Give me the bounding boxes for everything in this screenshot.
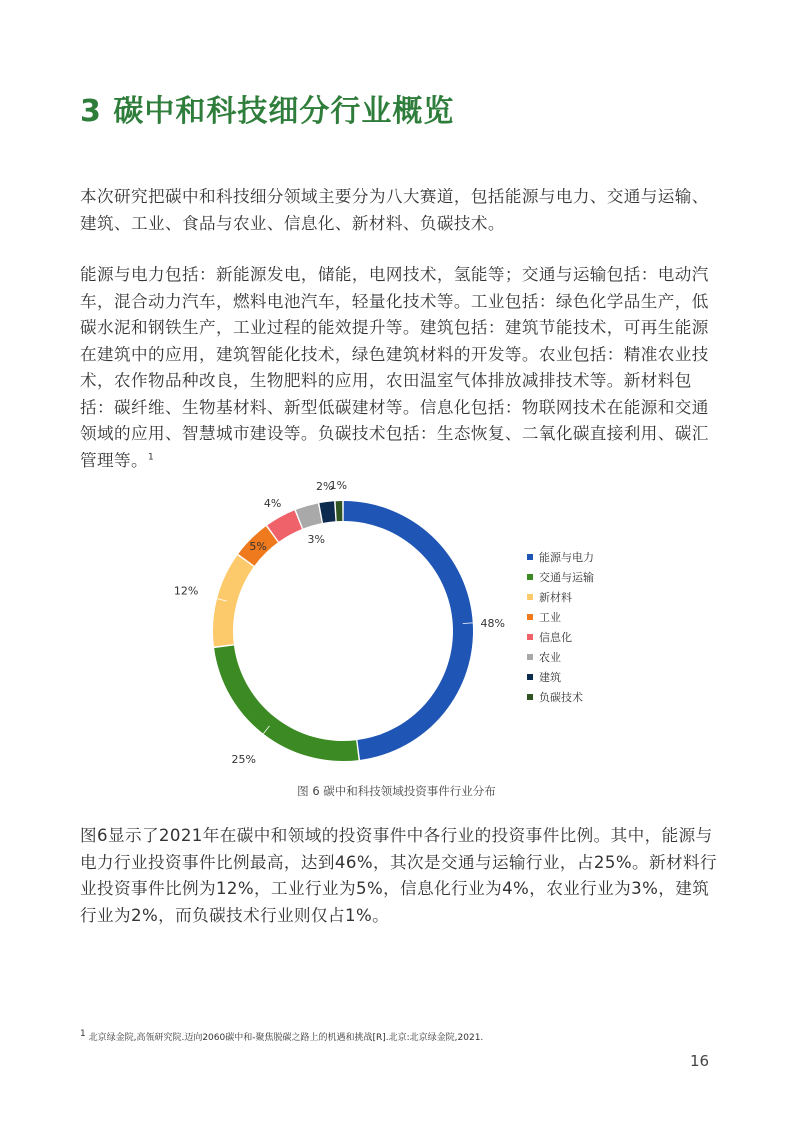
data-label-1: 48% <box>480 617 505 631</box>
slice-1 <box>344 501 473 760</box>
data-label-7: 2% <box>315 480 334 494</box>
footnote-reference[interactable]: 1 <box>147 451 155 462</box>
data-label-4: 5% <box>249 540 267 554</box>
data-label-8: 1% <box>329 479 348 493</box>
detail-paragraph-text: 能源与电力包括：新能源发电，储能，电网技术，氢能等；交通与运输包括：电动汽车，混合动力汽车，燃料电池汽车，轻量化技术等。工业包括：绿色化学品生产，低碳水泥和钢铁生产，工业过程的能效提升等。建筑包括：建筑节能技术，可再生能源在建筑中的应用，建筑智能化技术，绿色建筑材料的开发等。农业包括：精准农业技术，农作物品种改良，生物肥料的应用，农田温室气体排放减排技术等。新材料包括：碳纤维、生物基材料、新型低碳建材等。信息化包括：物联网技术在能源和交通领域的应用、智慧城市建设等。负碳技术包括：生态恢复、二氧化碳直接利用、碳汇管理等。 <box>80 265 709 470</box>
slice-8 <box>336 501 343 521</box>
legend-swatch-8 <box>527 694 533 700</box>
section-title: 3 碳中和科技细分行业概览 <box>80 94 455 129</box>
slice-2 <box>214 645 358 761</box>
page-number: 16 <box>690 1052 710 1070</box>
data-label-3: 12% <box>173 584 199 598</box>
legend-swatch-7 <box>527 674 533 680</box>
legend-label-2: 交通与运输 <box>539 571 594 584</box>
legend-label-4: 工业 <box>539 611 561 624</box>
legend-swatch-3 <box>527 594 533 600</box>
legend-swatch-2 <box>527 574 533 580</box>
legend-label-1: 能源与电力 <box>539 551 594 564</box>
figure-caption: 图 6 碳中和科技领域投资事件行业分布 <box>297 784 496 798</box>
footnote-text: 北京绿金院,高瓴研究院.迈向2060碳中和-聚焦脱碳之路上的机遇和挑战[R].北京:北京绿金院,2021. <box>88 1033 484 1043</box>
chart-legend <box>527 550 594 704</box>
data-label-6: 3% <box>307 532 325 546</box>
footnote <box>80 1030 720 1043</box>
data-label-5: 4% <box>263 497 282 511</box>
data-label-2: 25% <box>231 753 256 767</box>
slice-7 <box>319 501 335 523</box>
legend-label-6: 农业 <box>539 651 561 664</box>
legend-label-8: 负碳技术 <box>539 691 583 704</box>
legend-label-7: 建筑 <box>539 671 561 684</box>
detail-paragraph <box>80 262 720 474</box>
legend-swatch-5 <box>527 634 533 640</box>
legend-swatch-6 <box>527 654 533 660</box>
legend-swatch-1 <box>527 554 533 560</box>
legend-label-5: 信息化 <box>539 631 572 644</box>
footnote-number: 1 <box>80 1029 86 1039</box>
industry-distribution-donut-chart <box>173 479 610 778</box>
legend-label-3: 新材料 <box>539 591 572 604</box>
slice-3 <box>213 555 254 646</box>
intro-paragraph: 本次研究把碳中和科技细分领域主要分为八大赛道，包括能源与电力、交通与运输、建筑、工业、食品与农业、信息化、新材料、负碳技术。 <box>80 187 709 233</box>
analysis-paragraph: 图6显示了2021年在碳中和领域的投资事件中各行业的投资事件比例。其中，能源与电力行业投资事件比例最高，达到46%，其次是交通与运输行业，占25%。新材料行业投资事件比例为12%，工业行业为5%，信息化行业为4%，农业行业为3%，建筑行业为2%，而负碳技术行业则仅占1%。 <box>80 826 717 925</box>
legend-swatch-4 <box>527 614 533 620</box>
